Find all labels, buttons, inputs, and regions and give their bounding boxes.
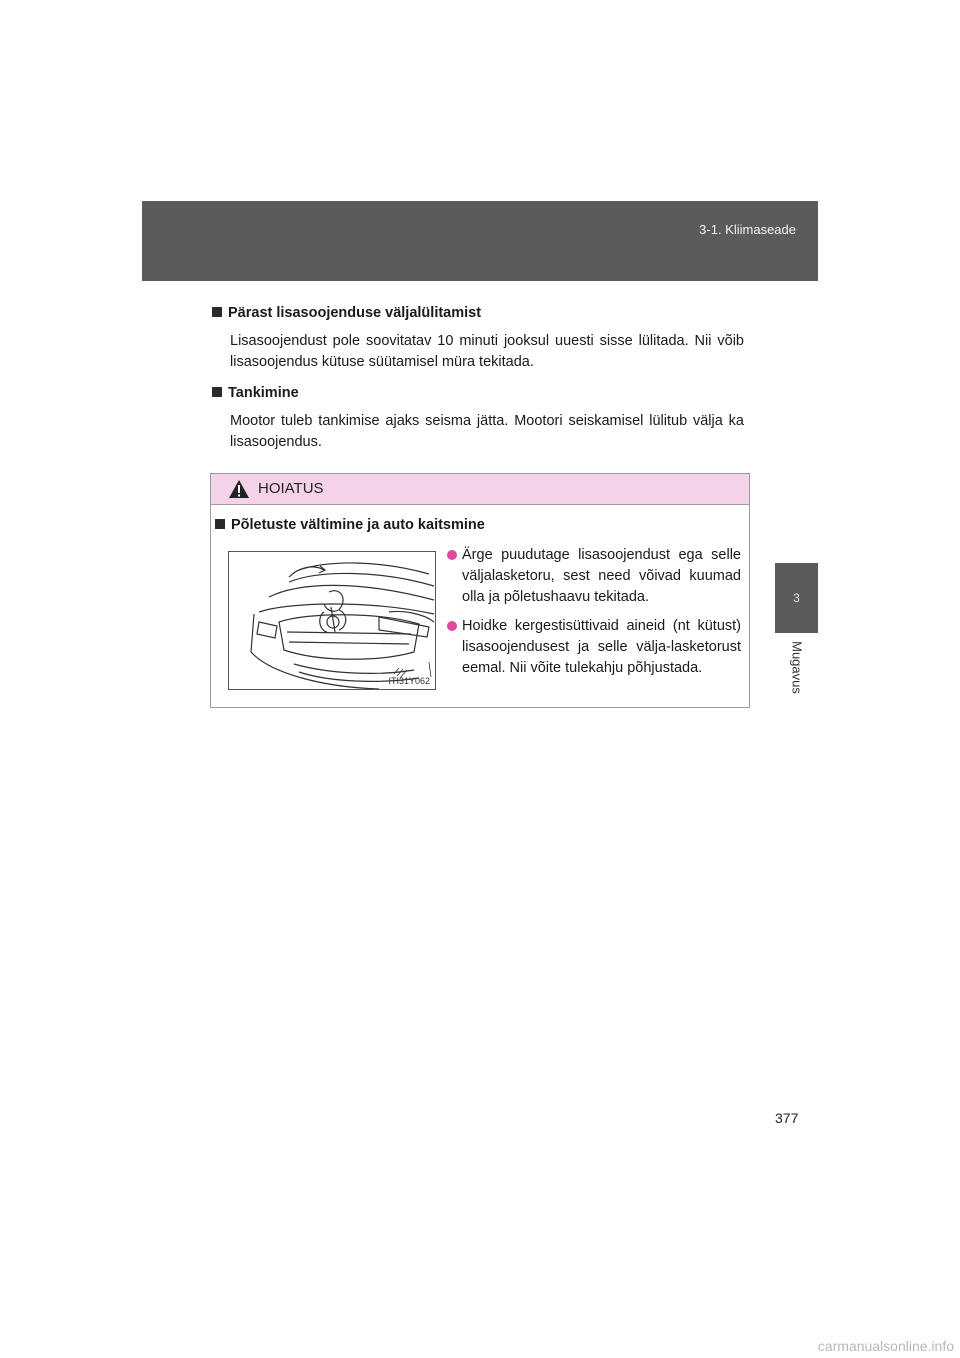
warning-box	[210, 473, 750, 708]
section-heading-text: Tankimine	[228, 385, 299, 401]
page-number: 377	[775, 1110, 799, 1126]
main-content	[212, 305, 744, 465]
square-bullet-icon	[212, 387, 222, 397]
warning-bullets	[447, 545, 741, 687]
watermark: carmanualsonline.info	[817, 1338, 954, 1354]
square-bullet-icon	[215, 519, 225, 529]
section-heading	[212, 305, 744, 321]
section-label: 3-1. Kliimaseade	[699, 222, 796, 237]
warning-title: HOIATUS	[258, 480, 324, 497]
chapter-title: Mugavus	[789, 641, 805, 694]
list-item	[447, 545, 741, 608]
warning-subheading-text: Põletuste vältimine ja auto kaitsmine	[231, 517, 485, 533]
section-heading	[212, 385, 744, 401]
car-heater-illustration	[228, 551, 436, 690]
list-item-text: Hoidke kergestisüttivaid aineid (nt kütust) lisasoojendusest ja selle välja-lasketorust eemal. Nii võite tulekahju põhjustada.	[462, 618, 741, 676]
bullet-dot-icon	[447, 621, 457, 631]
section-text: Lisasoojendust pole soovitatav 10 minuti jooksul uuesti sisse lülitada. Nii võib lisasoojendus kütuse süütamisel müra tekitada.	[230, 333, 744, 370]
header-bar	[142, 201, 818, 281]
warning-triangle-icon	[228, 479, 250, 499]
bullet-dot-icon	[447, 550, 457, 560]
warning-header	[211, 474, 749, 505]
list-item	[447, 616, 741, 679]
section-text: Mootor tuleb tankimise ajaks seisma jätta. Mootori seiskamisel lülitub välja ka lisasoojendus.	[230, 413, 744, 450]
list-item-text: Ärge puudutage lisasoojendust ega selle väljalasketoru, sest need võivad kuumad olla ja põletushaavu tekitada.	[462, 547, 741, 605]
image-code: ITI31Y062	[388, 676, 430, 686]
chapter-tab: 3	[775, 563, 818, 633]
warning-subheading	[215, 517, 485, 533]
car-front-icon	[229, 552, 435, 689]
square-bullet-icon	[212, 307, 222, 317]
section-heading-text: Pärast lisasoojenduse väljalülitamist	[228, 305, 482, 321]
